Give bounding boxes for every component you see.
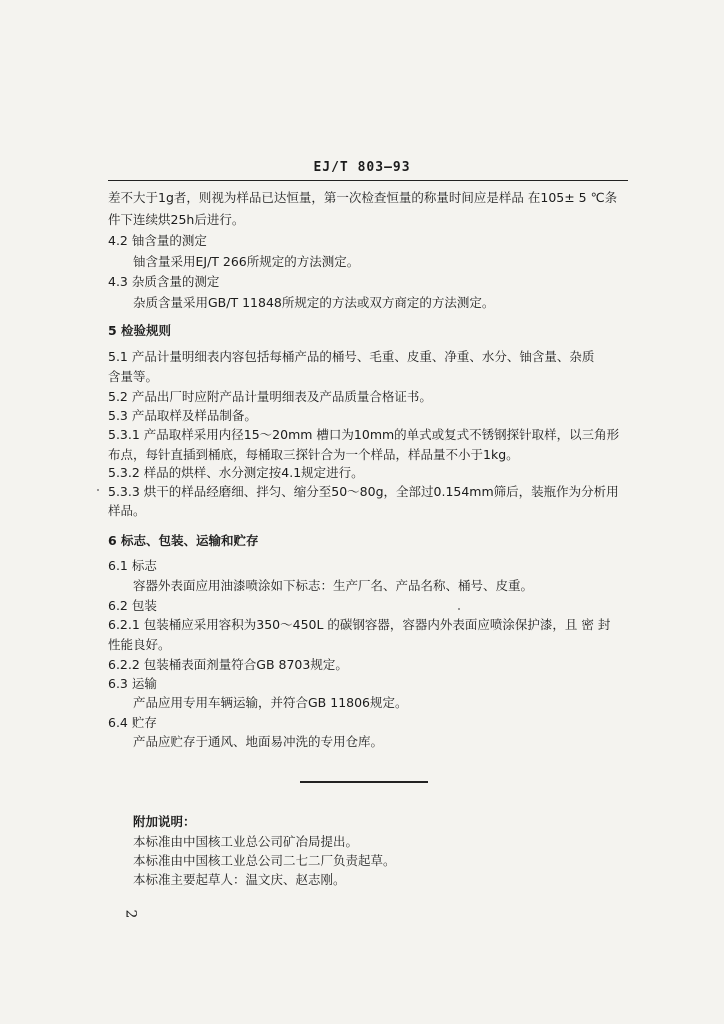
page-number: 2	[122, 909, 139, 919]
text-line: 6.2.2 包装桶表面剂量符合GB 8703规定。	[108, 657, 348, 672]
section-heading-4-3: 4.3 杂质含量的测定	[108, 274, 220, 289]
section-heading-6-2: 6.2 包装	[108, 598, 157, 613]
text-line: 差不大于1g者，则视为样品已达恒量，第一次检查恒量的称量时间应是样品 在105± 5 ℃条	[108, 190, 618, 205]
addendum-title: 附加说明：	[133, 814, 196, 829]
text-line: 含量等。	[108, 369, 159, 384]
scan-speck	[97, 489, 99, 491]
section-heading-6-3: 6.3 运输	[108, 676, 157, 691]
text-line: 容器外表面应用油漆喷涂如下标志：生产厂名、产品名称、桶号、皮重。	[133, 578, 534, 593]
text-line: 杂质含量采用GB/T 11848所规定的方法或双方商定的方法测定。	[133, 295, 495, 310]
section-heading-5: 5 检验规则	[108, 323, 172, 338]
scan-speck	[458, 608, 460, 610]
text-line: 产品应用专用车辆运输，并符合GB 11806规定。	[133, 695, 408, 710]
addendum-line: 本标准主要起草人：温文庆、赵志刚。	[133, 872, 346, 887]
section-heading-6-4: 6.4 贮存	[108, 715, 157, 730]
text-line: 5.3 产品取样及样品制备。	[108, 408, 257, 423]
text-line: 5.3.1 产品取样采用内径15～20mm 槽口为10mm的单式或复式不锈钢探针取样，以三角形	[108, 427, 620, 442]
text-line: 性能良好。	[108, 637, 171, 652]
text-line: 样品。	[108, 503, 146, 518]
section-heading-4-2: 4.2 铀含量的测定	[108, 233, 207, 248]
section-heading-6-1: 6.1 标志	[108, 558, 157, 573]
addendum-line: 本标准由中国核工业总公司矿冶局提出。	[133, 834, 359, 849]
end-divider	[300, 781, 428, 783]
text-line: 5.1 产品计量明细表内容包括每桶产品的桶号、毛重、皮重、净重、水分、铀含量、杂质	[108, 349, 595, 364]
document-header-code: EJ/T 803—93	[313, 160, 411, 175]
section-heading-6: 6 标志、包装、运输和贮存	[108, 533, 259, 548]
addendum-line: 本标准由中国核工业总公司二七二厂负责起草。	[133, 853, 396, 868]
text-line: 产品应贮存于通风、地面易冲洗的专用仓库。	[133, 734, 384, 749]
text-line: 铀含量采用EJ/T 266所规定的方法测定。	[133, 254, 360, 269]
text-line: 件下连续烘25h后进行。	[108, 212, 245, 227]
text-line: 6.2.1 包装桶应采用容积为350～450L 的碳钢容器，容器内外表面应喷涂保护漆，且 密 封	[108, 617, 611, 632]
text-line: 布点，每针直插到桶底，每桶取三探针合为一个样品，样品量不小于1kg。	[108, 447, 519, 462]
header-rule	[108, 180, 628, 181]
text-line: 5.3.2 样品的烘样、水分测定按4.1规定进行。	[108, 465, 364, 480]
text-line: 5.3.3 烘干的样品经磨细、拌匀、缩分至50～80g，全部过0.154mm筛后，装瓶作为分析用	[108, 484, 619, 499]
text-line: 5.2 产品出厂时应附产品计量明细表及产品质量合格证书。	[108, 389, 432, 404]
